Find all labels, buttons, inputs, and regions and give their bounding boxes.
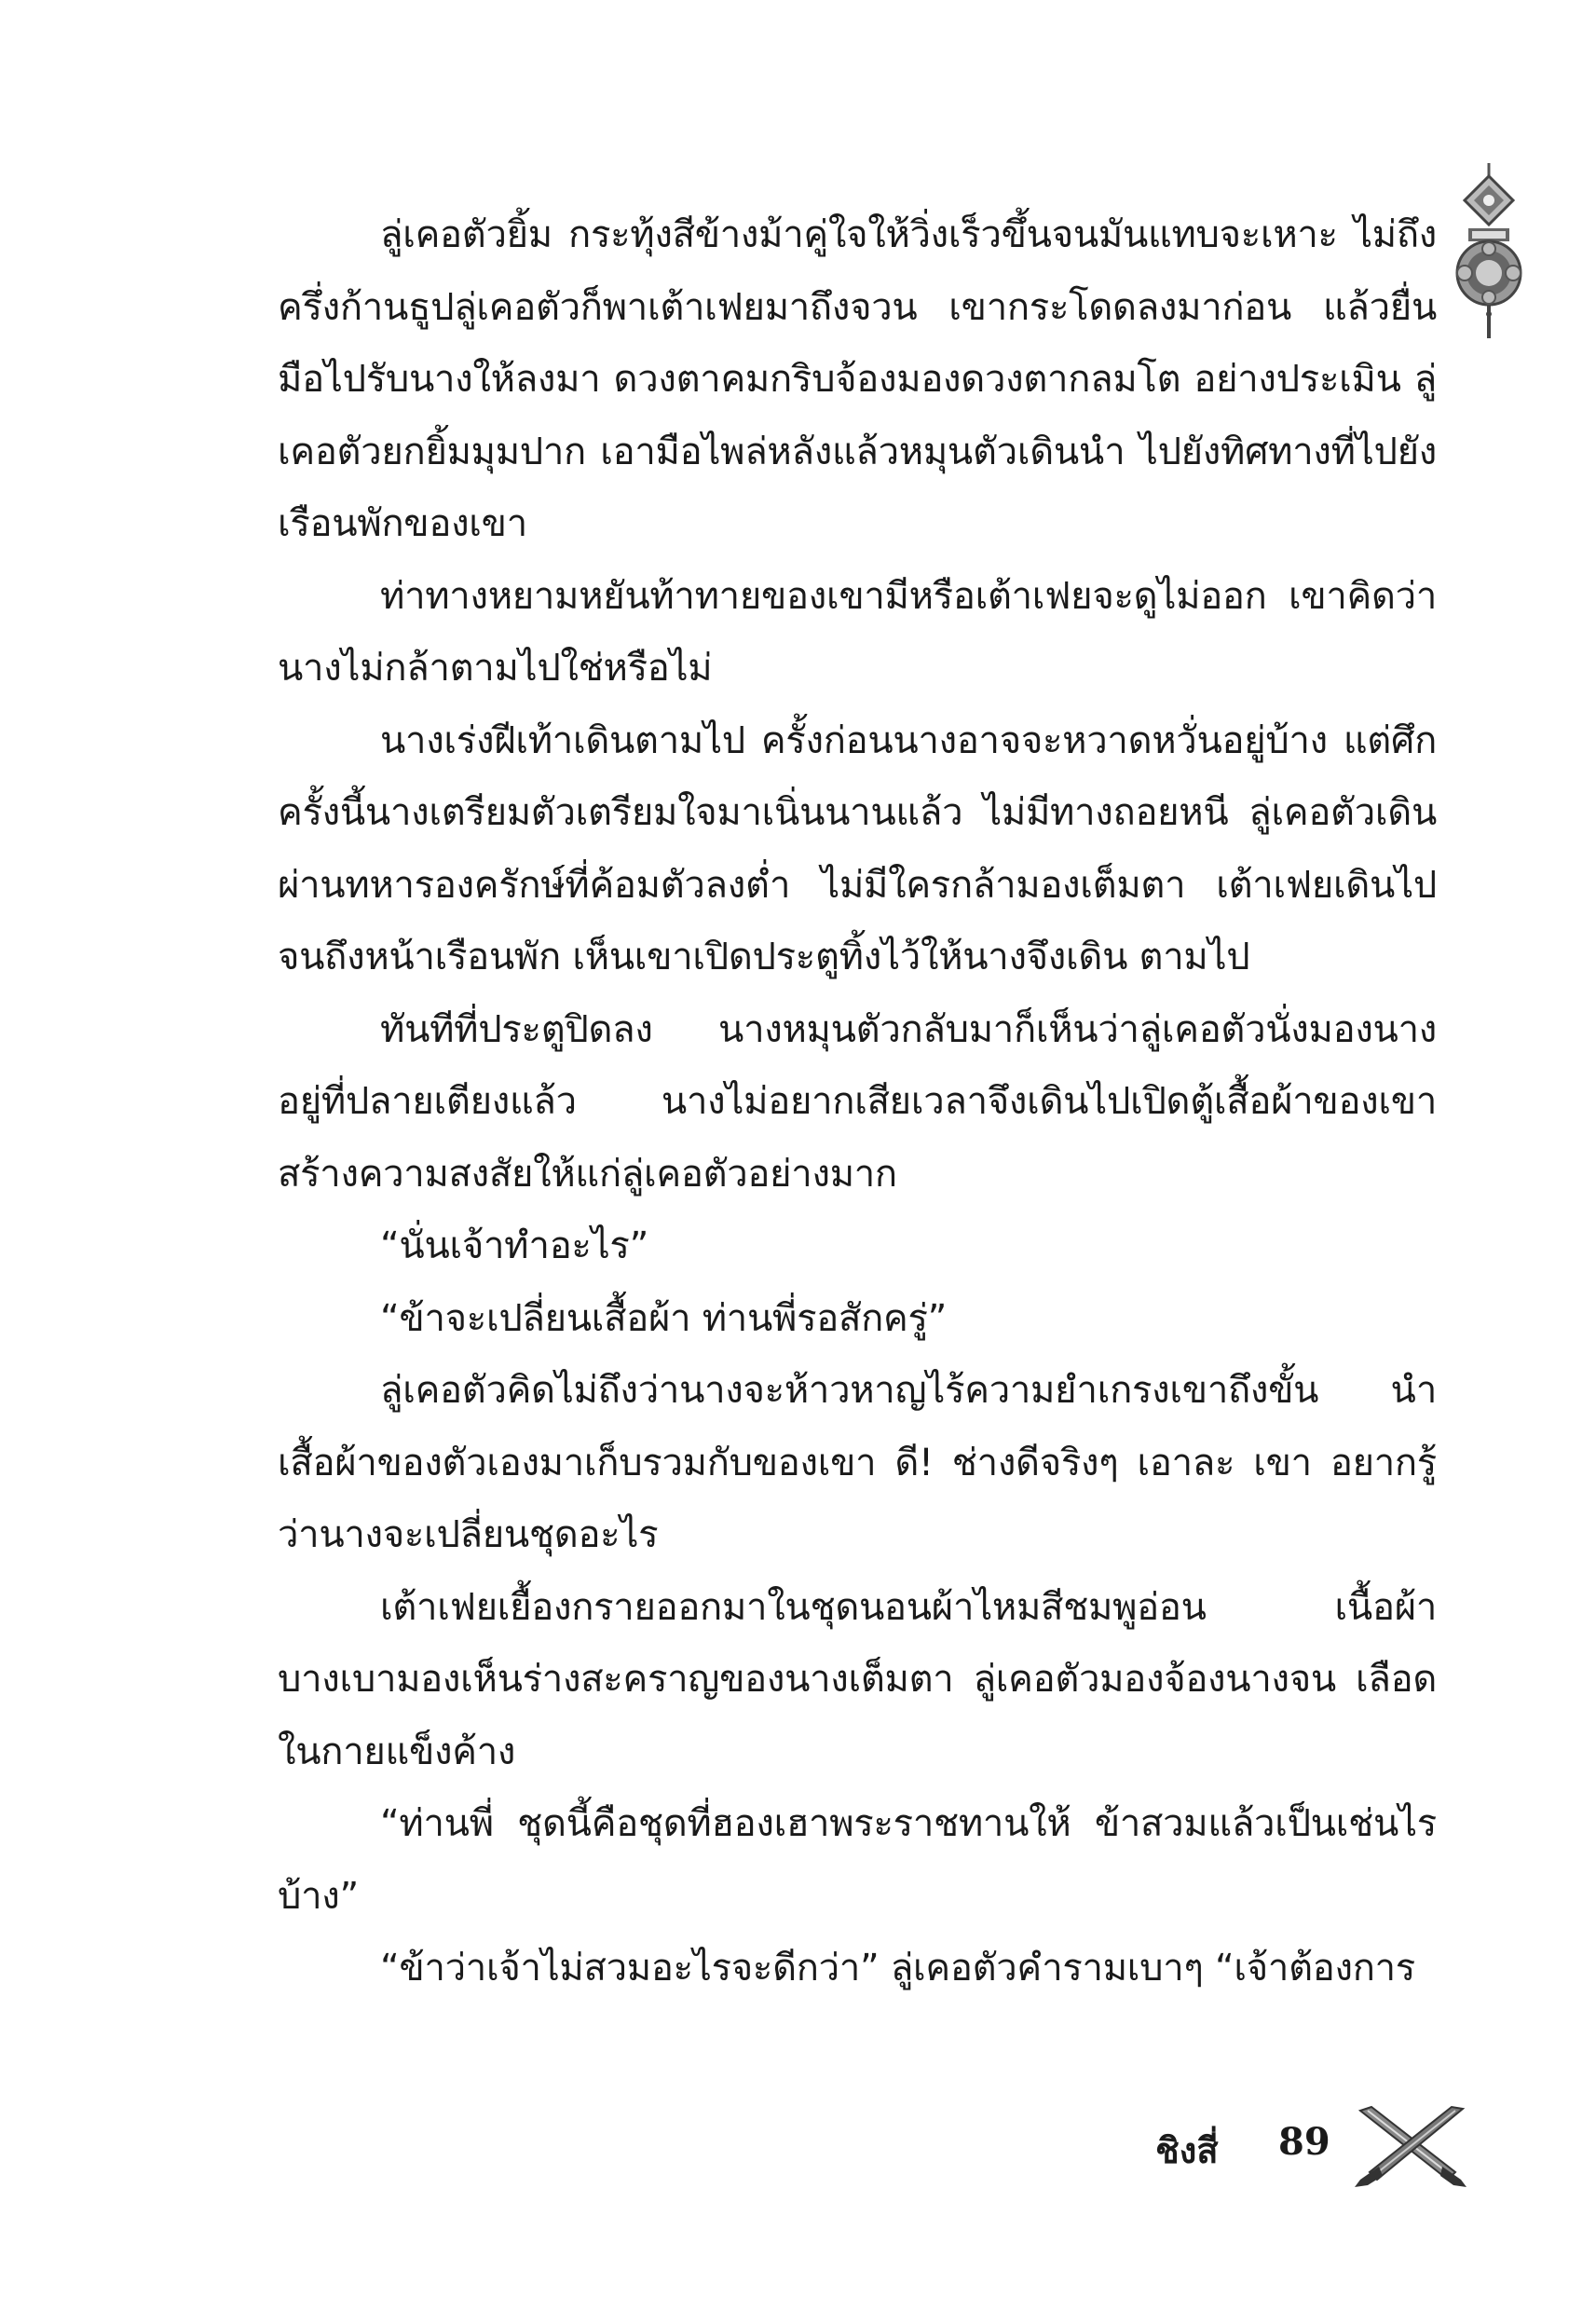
paragraph: ทันทีที่ประตูปิดลง นางหมุนตัวกลับมาก็เห็นว่าลู่เคอตัวนั่งมองนาง อยู่ที่ปลายเตียงแล้ว นางไม่อยากเสียเวลาจึงเดินไปเปิดตู้เสื้อผ้าของเขา สร้างความสงสัยให้แก่ลู่เคอตัวอย่างมาก: [278, 1007, 1437, 1196]
paragraph: เต้าเฟยเยื้องกรายออกมาในชุดนอนผ้าไหมสีชมพูอ่อน เนื้อผ้า บางเบามองเห็นร่างสะคราญของนางเต็มตา ลู่เคอตัวมองจ้องนางจน เลือดในกายแข็งค้าง: [278, 1585, 1437, 1773]
paragraph: นางเร่งฝีเท้าเดินตามไป ครั้งก่อนนางอาจจะหวาดหวั่นอยู่บ้าง แต่ศึกครั้งนี้นางเตรียมตัวเตรียมใจมาเนิ่นนานแล้ว ไม่มีทางถอยหนี ลู่เคอตัวเดินผ่านทหารองครักษ์ที่ค้อมตัวลงต่ำ ไม่มีใครกล้ามองเต็มตา เต้าเฟยเดินไปจนถึงหน้าเรือนพัก เห็นเขาเปิดประตูทิ้งไว้ให้นางจึงเดิน ตามไป: [278, 718, 1437, 978]
paragraph: ลู่เคอตัวคิดไม่ถึงว่านางจะห้าวหาญไร้ความยำเกรงเขาถึงขั้น นำเสื้อผ้าของตัวเองมาเก็บรวมกับของเขา ดี! ช่างดีจริงๆ เอาละ เขา อยากรู้ว่านางจะเปลี่ยนชุดอะไร: [278, 1369, 1437, 1556]
decorative-knot-ornament-icon: [1452, 163, 1526, 340]
crossed-swords-icon: [1351, 2101, 1472, 2190]
dialogue-line: “ท่านพี่ ชุดนี้คือชุดที่ฮองเฮาพระราชทานให้ ข้าสวมแล้วเป็นเช่นไร บ้าง”: [278, 1802, 1437, 1918]
running-title: ชิงสี่: [1155, 2130, 1219, 2171]
page-number: 89: [1278, 2120, 1330, 2164]
body-text: [278, 199, 1437, 2005]
paragraph: ลู่เคอตัวยิ้ม กระทุ้งสีข้างม้าคู่ใจให้วิ่งเร็วขึ้นจนมันแทบจะเหาะ ไม่ถึงครึ่งก้านธูปลู่เคอตัวก็พาเต้าเฟยมาถึงจวน เขากระโดดลงมาก่อน แล้วยื่นมือไปรับนางให้ลงมา ดวงตาคมกริบจ้องมองดวงตากลมโต อย่างประเมิน ลู่เคอตัวยกยิ้มมุมปาก เอามือไพล่หลังแล้วหมุนตัวเดินนำ ไปยังทิศทางที่ไปยังเรือนพักของเขา: [278, 213, 1437, 545]
dialogue-line: “นั่นเจ้าทำอะไร”: [380, 1224, 649, 1267]
dialogue-line: “ข้าจะเปลี่ยนเสื้อผ้า ท่านพี่รอสักครู่”: [380, 1296, 948, 1340]
dialogue-line: “ข้าว่าเจ้าไม่สวมอะไรจะดีกว่า” ลู่เคอตัวคำรามเบาๆ “เจ้าต้องการ: [380, 1947, 1415, 1990]
page-footer: [1155, 2101, 1472, 2195]
paragraph: ท่าทางหยามหยันท้าทายของเขามีหรือเต้าเฟยจะดูไม่ออก เขาคิดว่า นางไม่กล้าตามไปใช่หรือไม่: [278, 574, 1437, 690]
